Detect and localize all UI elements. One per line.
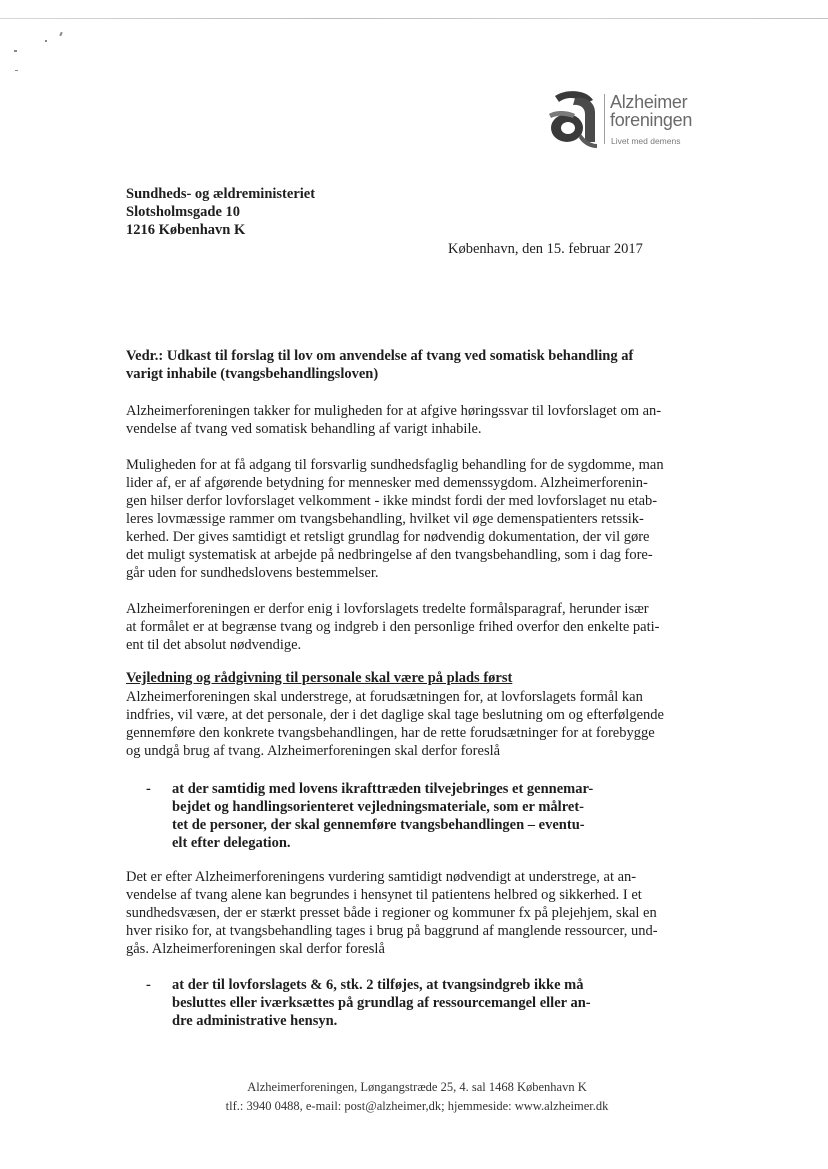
text-line: ent til det absolut nødvendige. (126, 637, 302, 653)
text-line: kerhed. Der gives samtidigt et retsligt grundlag for nødvendig dokumentation, der vil gøre (126, 529, 650, 545)
text-line: og undgå brug af tvang. Alzheimerforeningen skal derfor foreslå (126, 743, 501, 759)
paragraph-intro (126, 402, 711, 438)
text-line: går uden for sundhedslovens bestemmelser. (126, 565, 379, 581)
text-line: Alzheimerforeningen er derfor enig i lovforslagets tredelte formålsparagraf, herunder især (126, 601, 649, 617)
text-line: lider af, er af afgørende betydning for mennesker med demenssygdom. Alzheimerforenin- (126, 475, 648, 491)
text-line: at formålet er at begrænse tvang og indgreb i den personlige frihed overfor den enkelte pati- (126, 619, 660, 635)
text-line: bejdet og handlingsorienteret vejledningsmateriale, som er målret- (172, 799, 584, 815)
scan-speck (15, 70, 18, 71)
text-line: Alzheimerforeningen skal understrege, at forudsætningen for, at lovforslagets formål kan (126, 689, 643, 705)
recipient-line: Sundheds- og ældreministeriet (126, 186, 316, 202)
text-line: gen hilser derfor lovforslaget velkomment - ikke mindst fordi der med lovforslaget nu etab- (126, 493, 658, 509)
bullet-dash: - (146, 977, 151, 993)
text-line: Alzheimerforeningen takker for muligheden for at afgive høringssvar til lovforslaget om an- (126, 403, 662, 419)
text-line: besluttes eller iværksættes på grundlag af ressourcemangel eller an- (172, 995, 591, 1011)
scan-speck (45, 40, 47, 42)
text-line: gås. Alzheimerforeningen skal derfor foreslå (126, 941, 385, 957)
recipient-line: 1216 København K (126, 222, 246, 238)
footer-address: Alzheimerforeningen, Løngangstræde 25, 4. sal 1468 København K (247, 1080, 587, 1094)
subject-line: Vedr.: Udkast til forslag til lov om anvendelse af tvang ved somatisk behandling af (126, 348, 634, 364)
text-line: Muligheden for at få adgang til forsvarlig sundhedsfaglig behandling for de sygdomme, man (126, 457, 664, 473)
subject-heading (126, 347, 716, 383)
alzheimer-logo-mark-icon (545, 90, 599, 148)
paragraph-staff (126, 688, 711, 760)
alzheimer-logo (545, 90, 715, 154)
logo-name-line2: foreningen (610, 110, 693, 130)
text-line: gennemføre den konkrete tvangsbehandlingen, har de rette forudsætninger for at forebygge (126, 725, 655, 741)
text-line: dre administrative hensyn. (172, 1013, 338, 1029)
logo-tagline: Livet med demens (611, 136, 681, 146)
footer-contact: tlf.: 3940 0488, e-mail: post@alzheimer,dk; hjemmeside: www.alzheimer.dk (225, 1099, 609, 1113)
text-line: at der samtidig med lovens ikrafttræden tilvejebringes et gennemar- (172, 781, 594, 797)
text-line: tet de personer, der skal gennemføre tvangsbehandlingen – eventu- (172, 817, 585, 833)
recipient-address (126, 185, 315, 239)
text-line: vendelse af tvang alene kan begrundes i hensynet til patientens helbred og sikkerhed. I et (126, 887, 642, 903)
subject-line: varigt inhabile (tvangsbehandlingsloven) (126, 366, 379, 382)
letter-date: København, den 15. februar 2017 (448, 241, 643, 257)
page-footer (0, 1078, 828, 1116)
scan-speck (59, 32, 63, 36)
text-line: indfries, vil være, at det personale, der i det daglige skal tage beslutning om og efterfølgende (126, 707, 664, 723)
recipient-line: Slotsholmsgade 10 (126, 204, 241, 220)
scan-edge-line (0, 18, 828, 19)
logo-name (610, 93, 692, 129)
paragraph-access (126, 456, 711, 582)
text-line: elt efter delegation. (172, 835, 291, 851)
text-line: sundhedsvæsen, der er stærkt presset både i regioner og kommuner fx på plejehjem, skal en (126, 905, 657, 921)
logo-name-line1: Alzheimer (610, 92, 688, 112)
text-line: det muligt systematisk at arbejde på nedbringelse af den tvangsbehandling, som i dag fore- (126, 547, 653, 563)
bullet-dash: - (146, 781, 151, 797)
text-line: at der til lovforslagets & 6, stk. 2 tilføjes, at tvangsindgreb ikke må (172, 977, 584, 993)
section-heading: Vejledning og rådgivning til personale skal være på plads først (126, 670, 513, 686)
text-line: vendelse af tvang ved somatisk behandling af varigt inhabile. (126, 421, 482, 437)
paragraph-purpose (126, 600, 711, 654)
text-line: leres lovmæssige rammer om tvangsbehandling, hvilket vil øge demenspatienters retssik- (126, 511, 644, 527)
logo-divider (604, 94, 605, 144)
scan-speck (14, 50, 17, 52)
text-line: hver risiko for, at tvangsbehandling tages i brug på baggrund af manglende ressourcer, und- (126, 923, 658, 939)
paragraph-resources (126, 868, 711, 958)
text-line: Det er efter Alzheimerforeningens vurdering samtidigt nødvendigt at understrege, at an- (126, 869, 637, 885)
